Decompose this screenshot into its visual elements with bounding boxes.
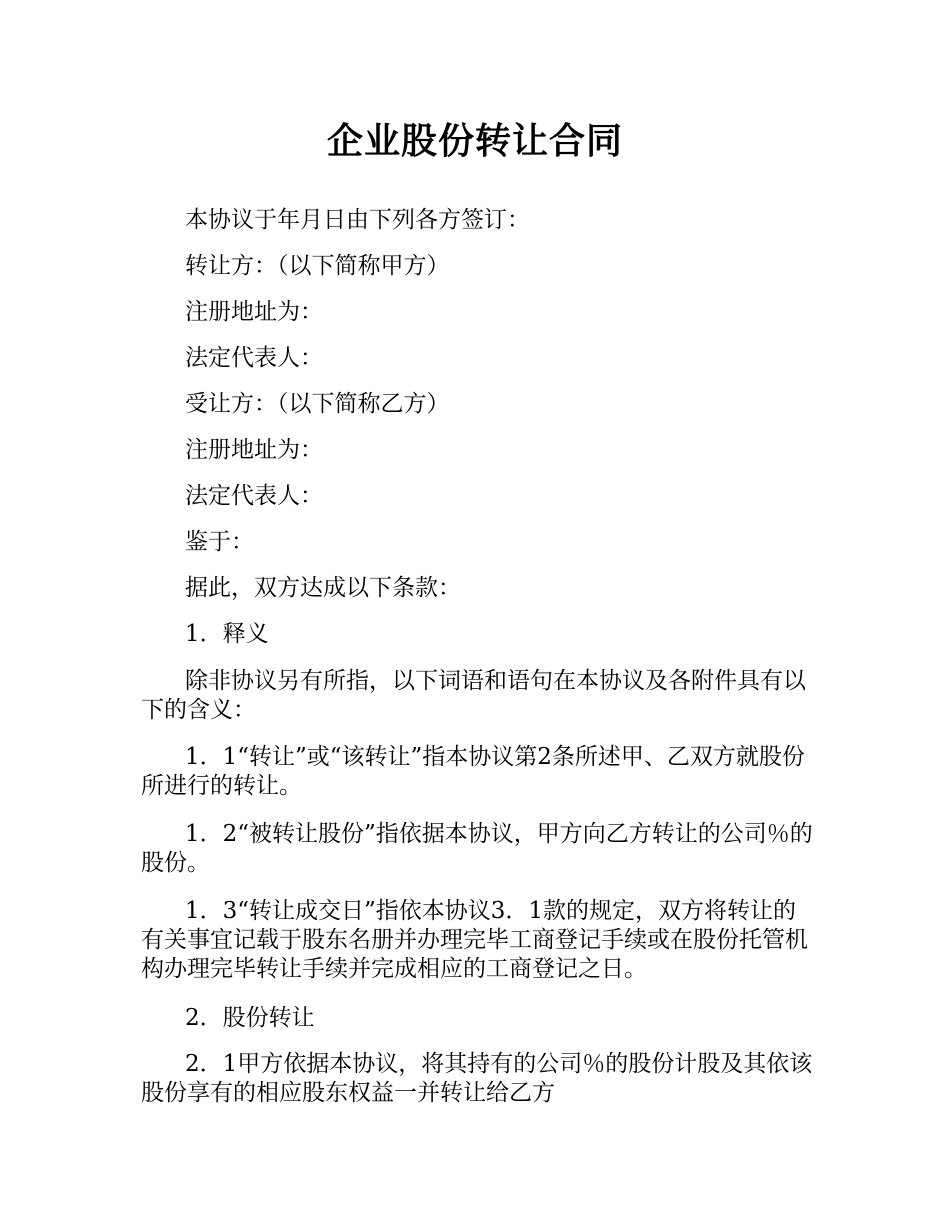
paragraph-clause-1-1: 1．1“转让”或“该转让”指本协议第2条所述甲、乙双方就股份所进行的转让。: [141, 744, 805, 799]
paragraph-clause-1-3: 1．3“转让成交日”指依本协议3．1款的规定，双方将转让的有关事宜记载于股东名册并办理完毕工商登记手续或在股份托管机构办理完毕转让手续并完成相应的工商登记之日。: [141, 898, 808, 982]
paragraph-transferee-address: 注册地址为：: [185, 437, 323, 463]
section-heading-share-transfer: 2．股份转让: [185, 1005, 315, 1031]
paragraph-signing-date: 本协议于年月日由下列各方签订：: [185, 207, 530, 233]
paragraph-transferor-address: 注册地址为：: [185, 299, 323, 325]
paragraph-agreement: 据此，双方达成以下条款：: [185, 575, 461, 601]
paragraph-clause-2-1: 2．1甲方依据本协议，将其持有的公司％的股份计股及其依该股份享有的相应股东权益一并转让给乙方: [141, 1051, 813, 1106]
paragraph-transferee: 受让方：（以下简称乙方）: [185, 391, 450, 417]
paragraph-definitions-intro: 除非协议另有所指，以下词语和语句在本协议及各附件具有以下的含义：: [141, 668, 806, 723]
section-heading-definitions: 1．释义: [185, 621, 269, 647]
paragraph-clause-1-2: 1．2“被转让股份”指依据本协议，甲方向乙方转让的公司％的股份。: [141, 821, 813, 876]
paragraph-transferor: 转让方：（以下简称甲方）: [185, 253, 450, 279]
paragraph-transferor-representative: 法定代表人：: [185, 345, 323, 371]
paragraph-whereas: 鉴于：: [185, 529, 254, 555]
document-title: 企业股份转让合同: [326, 121, 623, 162]
paragraph-transferee-representative: 法定代表人：: [185, 483, 323, 509]
